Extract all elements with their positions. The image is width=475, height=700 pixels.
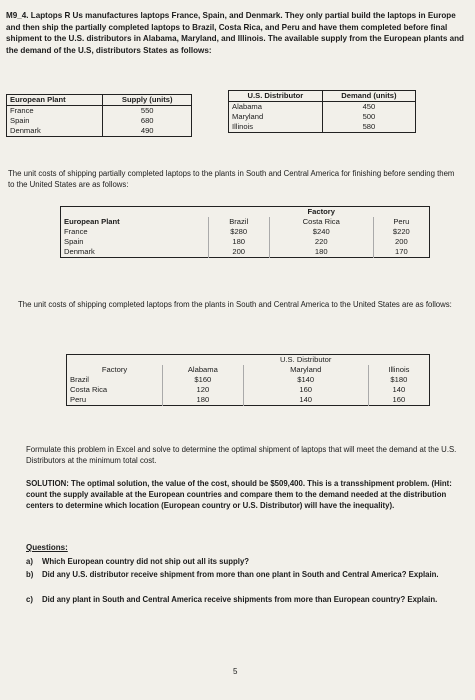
distributor-group-header: U.S. Distributor <box>279 355 332 364</box>
solution-label: SOLUTION: <box>26 479 69 488</box>
cost-cell: 220 <box>269 237 373 247</box>
demand-cell: 500 <box>322 112 415 122</box>
question-text: Did any plant in South and Central America receive shipments from more than European country? Explain. <box>42 595 438 604</box>
paragraph-formulate: Formulate this problem in Excel and solve to determine the optimal shipment of laptops that will meet the demand at the U.S. Distributors at the minimum total cost. <box>26 445 457 465</box>
row-label: Denmark <box>64 247 95 256</box>
supply-cell: 680 <box>103 116 192 126</box>
cost-cell: $240 <box>269 227 373 237</box>
demand-cell: Maryland <box>232 112 264 121</box>
cost-cell: 120 <box>163 385 244 395</box>
question-item <box>26 569 456 580</box>
cost-cell: $160 <box>163 375 244 385</box>
supply-cell: 490 <box>103 126 192 137</box>
supply-cell: 550 <box>103 106 192 117</box>
cost-cell: 140 <box>368 385 429 395</box>
table-row <box>229 102 416 113</box>
question-marker: c) <box>26 595 33 604</box>
supply-cell: Denmark <box>10 126 41 135</box>
solution-block <box>26 478 466 511</box>
table-row <box>229 112 416 122</box>
question-item <box>26 556 456 567</box>
column-header: Maryland <box>243 365 368 375</box>
cost-cell: $140 <box>243 375 368 385</box>
column-header: Illinois <box>368 365 429 375</box>
column-header: Costa Rica <box>269 217 373 227</box>
demand-header-distributor: U.S. Distributor <box>229 91 323 102</box>
cost-cell: 200 <box>373 237 429 247</box>
problem-intro: M9_4. Laptops R Us manufactures laptops France, Spain, and Denmark. They only partial build the laptops in Europe and then ship the partially completed laptops to Brazil, Costa Rica, and Peru and have them completed before final shipment to the U.S. distributors in Alabama, Maryland, and Illinois. The available supply from the European plants and the demand of the U.S, distributors States as follows: <box>6 11 464 55</box>
table-row <box>7 106 192 117</box>
supply-header-plant: European Plant <box>7 95 103 106</box>
cost-cell: 200 <box>208 247 269 258</box>
demand-cell: 450 <box>322 102 415 113</box>
questions-heading: Questions: <box>26 543 68 552</box>
supply-header-units: Supply (units) <box>103 95 192 106</box>
page-number: 5 <box>233 667 238 676</box>
supply-table <box>6 94 192 137</box>
table-row <box>61 227 430 237</box>
table-row <box>7 126 192 137</box>
cost-cell: 160 <box>243 385 368 395</box>
solution-text: The optimal solution, the value of the cost, should be $509,400. This is a transshipment problem. (Hint: count the supply available at the European countries and compare them to the demand needed at the distribution centers to determine which location (European country or U.S. Distributor) will have the inequality). <box>26 479 452 510</box>
column-header: Peru <box>373 217 429 227</box>
european-plant-header: European Plant <box>64 217 120 226</box>
cost-cell: $280 <box>208 227 269 237</box>
table-row <box>67 395 430 406</box>
cost-cell: $220 <box>373 227 429 237</box>
demand-cell: Illinois <box>232 122 254 131</box>
question-marker: a) <box>26 557 33 566</box>
europe-to-factory-cost-table <box>60 206 430 258</box>
column-header: Alabama <box>163 365 244 375</box>
demand-table <box>228 90 416 133</box>
factory-header: Factory <box>101 365 128 374</box>
question-marker: b) <box>26 570 34 579</box>
paragraph-shipping-completed: The unit costs of shipping completed laptops from the plants in South and Central America to the United States are as follows: <box>18 300 452 309</box>
table-row <box>67 375 430 385</box>
cost-cell: 180 <box>163 395 244 406</box>
cost-cell: 160 <box>368 395 429 406</box>
supply-cell: Spain <box>10 116 30 125</box>
question-item <box>26 594 456 605</box>
table-row <box>229 122 416 133</box>
cost-cell: 140 <box>243 395 368 406</box>
column-header: Brazil <box>208 217 269 227</box>
cost-cell: $180 <box>368 375 429 385</box>
row-label: Peru <box>70 395 87 404</box>
table-row <box>67 385 430 395</box>
cost-cell: 180 <box>208 237 269 247</box>
table-row <box>61 237 430 247</box>
paragraph-shipping-partial: The unit costs of shipping partially completed laptops to the plants in South and Central America for finishing before sending them to the United States are as follows: <box>8 169 455 189</box>
cost-cell: 180 <box>269 247 373 258</box>
row-label: France <box>64 227 88 236</box>
table-row <box>61 247 430 258</box>
table-row <box>7 116 192 126</box>
question-text: Did any U.S. distributor receive shipment from more than one plant in South and Central America? Explain. <box>42 570 439 579</box>
row-label: Brazil <box>70 375 89 384</box>
demand-cell: Alabama <box>232 102 262 111</box>
supply-cell: France <box>10 106 34 115</box>
row-label: Spain <box>64 237 84 246</box>
cost-cell: 170 <box>373 247 429 258</box>
demand-cell: 580 <box>322 122 415 133</box>
question-text: Which European country did not ship out all its supply? <box>42 557 250 566</box>
factory-group-header: Factory <box>307 207 335 216</box>
row-label: Costa Rica <box>70 385 108 394</box>
demand-header-units: Demand (units) <box>322 91 415 102</box>
factory-to-distributor-cost-table <box>66 354 430 406</box>
